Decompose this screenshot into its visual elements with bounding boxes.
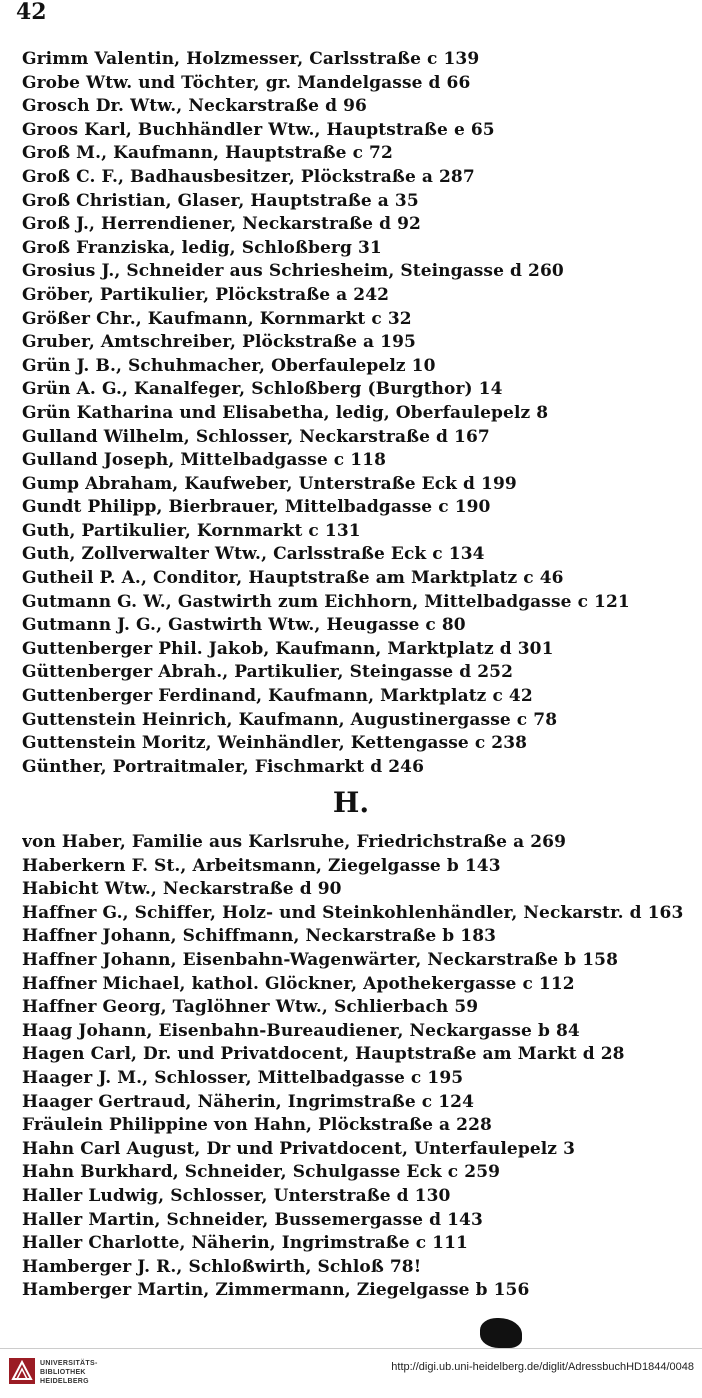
directory-entry: Grün Katharina und Elisabetha, ledig, Oberfaulepelz 8 bbox=[22, 402, 549, 423]
directory-entry: Haller Charlotte, Näherin, Ingrimstraße c 111 bbox=[22, 1233, 468, 1254]
directory-entry: Haffner G., Schiffer, Holz- und Steinkohlenhändler, Neckarstr. d 163 bbox=[22, 902, 684, 923]
directory-entry: Gump Abraham, Kaufweber, Unterstraße Eck d 199 bbox=[22, 473, 517, 494]
directory-entry: Hagen Carl, Dr. und Privatdocent, Hauptstraße am Markt d 28 bbox=[22, 1044, 625, 1065]
directory-entry: Grün J. B., Schuhmacher, Oberfaulepelz 10 bbox=[22, 355, 436, 376]
page-number: 42 bbox=[16, 0, 47, 25]
directory-entry: Grimm Valentin, Holzmesser, Carlsstraße c 139 bbox=[22, 49, 480, 69]
directory-entry: Habicht Wtw., Neckarstraße d 90 bbox=[22, 879, 342, 900]
directory-entry: Größer Chr., Kaufmann, Kornmarkt c 32 bbox=[22, 308, 412, 329]
directory-entry: Guttenberger Phil. Jakob, Kaufmann, Marktplatz d 301 bbox=[22, 638, 554, 659]
library-name bbox=[40, 1359, 98, 1386]
ink-blot bbox=[480, 1318, 522, 1348]
directory-entry: Gutheil P. A., Conditor, Hauptstraße am Marktplatz c 46 bbox=[22, 568, 564, 589]
source-url-link[interactable]: http://digi.ub.uni-heidelberg.de/diglit/AdressbuchHD1844/0048 bbox=[391, 1361, 694, 1373]
directory-entry: Groß M., Kaufmann, Hauptstraße c 72 bbox=[22, 143, 393, 164]
footer-bar bbox=[0, 1348, 702, 1398]
directory-entry: Guttenstein Moritz, Weinhändler, Kettengasse c 238 bbox=[22, 733, 528, 754]
directory-entry: Grosius J., Schneider aus Schriesheim, Steingasse d 260 bbox=[22, 261, 564, 282]
directory-entry: Groß Franziska, ledig, Schloßberg 31 bbox=[22, 237, 382, 258]
directory-entry: Haberkern F. St., Arbeitsmann, Ziegelgasse b 143 bbox=[22, 855, 501, 876]
directory-entry: Hamberger Martin, Zimmermann, Ziegelgasse b 156 bbox=[22, 1280, 530, 1301]
directory-entry: Haffner Georg, Taglöhner Wtw., Schlierbach 59 bbox=[22, 997, 479, 1018]
directory-entry: Guttenstein Heinrich, Kaufmann, Augustinergasse c 78 bbox=[22, 709, 558, 730]
library-logo-icon bbox=[8, 1357, 36, 1385]
directory-entry: Grün A. G., Kanalfeger, Schloßberg (Burgthor) 14 bbox=[22, 379, 503, 400]
directory-entry: Gruber, Amtschreiber, Plöckstraße a 195 bbox=[22, 332, 416, 353]
library-name-line: HEIDELBERG bbox=[40, 1378, 89, 1385]
directory-entry: Groos Karl, Buchhändler Wtw., Hauptstraße e 65 bbox=[22, 119, 495, 140]
directory-entry: Haffner Johann, Schiffmann, Neckarstraße b 183 bbox=[22, 926, 497, 947]
directory-entry: Grobe Wtw. und Töchter, gr. Mandelgasse d 66 bbox=[22, 72, 471, 93]
entry-list-h bbox=[22, 831, 692, 1303]
directory-entry: Günther, Portraitmaler, Fischmarkt d 246 bbox=[22, 756, 425, 777]
library-name-line: UNIVERSITÄTS- bbox=[40, 1360, 98, 1367]
directory-entry: Haffner Johann, Eisenbahn-Wagenwärter, Neckarstraße b 158 bbox=[22, 949, 618, 970]
directory-entry: Guth, Partikulier, Kornmarkt c 131 bbox=[22, 520, 361, 541]
section-heading-h: H. bbox=[332, 786, 370, 819]
directory-entry: Groß C. F., Badhausbesitzer, Plöckstraße a 287 bbox=[22, 166, 475, 187]
entry-list-g bbox=[22, 48, 692, 779]
directory-entry: Gulland Joseph, Mittelbadgasse c 118 bbox=[22, 450, 387, 471]
directory-entry: Fräulein Philippine von Hahn, Plöckstraße a 228 bbox=[22, 1115, 492, 1136]
directory-entry: Gulland Wilhelm, Schlosser, Neckarstraße d 167 bbox=[22, 426, 490, 447]
directory-entry: Hahn Burkhard, Schneider, Schulgasse Eck c 259 bbox=[22, 1162, 501, 1183]
directory-entry: Haager J. M., Schlosser, Mittelbadgasse c 195 bbox=[22, 1067, 464, 1088]
directory-entry: Groß Christian, Glaser, Hauptstraße a 35 bbox=[22, 190, 419, 211]
directory-entry: Gundt Philipp, Bierbrauer, Mittelbadgasse c 190 bbox=[22, 497, 491, 518]
directory-entry: Hahn Carl August, Dr und Privatdocent, Unterfaulepelz 3 bbox=[22, 1138, 576, 1159]
directory-entry: Hamberger J. R., Schloßwirth, Schloß 78! bbox=[22, 1256, 422, 1277]
directory-entry: Guth, Zollverwalter Wtw., Carlsstraße Eck c 134 bbox=[22, 544, 485, 565]
directory-entry: Güttenberger Abrah., Partikulier, Steingasse d 252 bbox=[22, 662, 514, 683]
directory-entry: Haag Johann, Eisenbahn-Bureaudiener, Neckargasse b 84 bbox=[22, 1020, 580, 1041]
directory-entry: Grosch Dr. Wtw., Neckarstraße d 96 bbox=[22, 96, 367, 117]
directory-entry: Gutmann G. W., Gastwirth zum Eichhorn, Mittelbadgasse c 121 bbox=[22, 591, 630, 612]
directory-entry: Haller Martin, Schneider, Bussemergasse d 143 bbox=[22, 1209, 483, 1230]
directory-entry: Gutmann J. G., Gastwirth Wtw., Heugasse c 80 bbox=[22, 615, 466, 636]
directory-entry: Haffner Michael, kathol. Glöckner, Apothekergasse c 112 bbox=[22, 973, 575, 994]
directory-entry: Groß J., Herrendiener, Neckarstraße d 92 bbox=[22, 214, 421, 235]
directory-entry: Haager Gertraud, Näherin, Ingrimstraße c 124 bbox=[22, 1091, 475, 1112]
library-name-line: BIBLIOTHEK bbox=[40, 1369, 86, 1376]
directory-entry: Guttenberger Ferdinand, Kaufmann, Marktplatz c 42 bbox=[22, 686, 533, 707]
directory-entry: Haller Ludwig, Schlosser, Unterstraße d 130 bbox=[22, 1185, 451, 1206]
directory-entry: Gröber, Partikulier, Plöckstraße a 242 bbox=[22, 284, 390, 305]
directory-entry: von Haber, Familie aus Karlsruhe, Friedrichstraße a 269 bbox=[22, 832, 567, 852]
